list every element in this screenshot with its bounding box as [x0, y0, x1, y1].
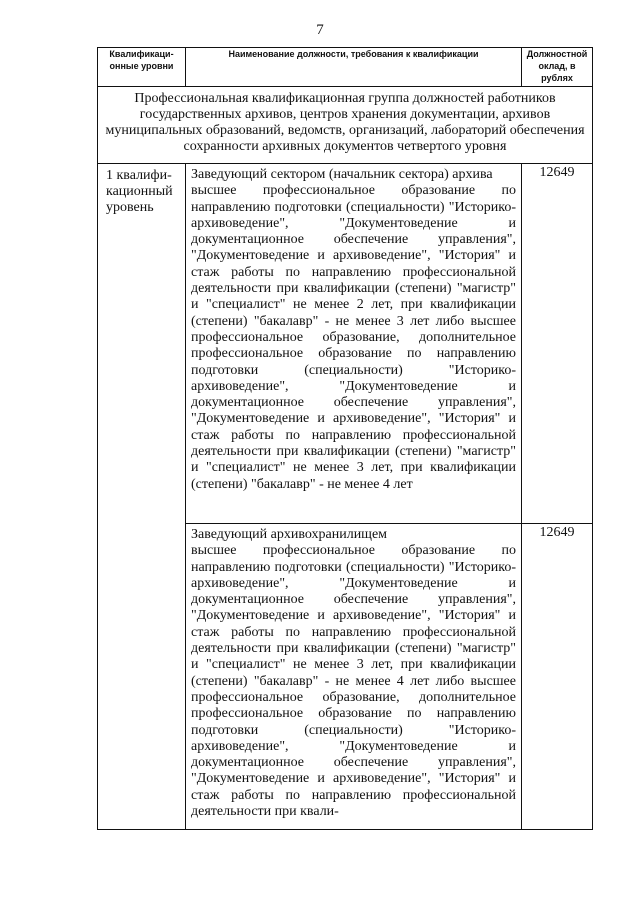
position-title: Заведующий архивохранилищем [191, 527, 388, 542]
group-title: Профессиональная квалификационная группа должностей работников государственных архивов, центров хранения документации, архивов муниципальных образований, ведомств, организаций, лабораторий обеспечения сохранности архивных документов четвертого уровня [98, 87, 593, 164]
position-cell [186, 164, 522, 524]
page-number: 7 [316, 22, 324, 38]
header-position: Наименование должности, требования к квалификации [186, 48, 522, 87]
table-row [98, 164, 593, 524]
position-title: Заведующий сектором (начальник сектора) архива [191, 167, 493, 182]
qualification-requirements: высшее профессиональное образование по направлению подготовки (специальности) "Историко-архивоведение", "Документоведение и документационное обеспечение управления", "Документоведение и архивоведение", "История" и стаж работы по направлению профессиональной деятельности при квалификации (степени) "магистр" и "специалист" не менее 2 лет, при квалификации (степени) "бакалавр" - не менее 3 лет либо высшее профессиональное образование, дополнительное профессиональное образование по направлению подготовки (специальности) "Историко-архивоведение", "Документоведение и документационное обеспечение управления", "Документоведение и архивоведение", "История" и стаж работы по направлению профессиональной деятельности при квалификации (степени) "магистр" и "специалист" не менее 3 лет, при квалификации (степени) "бакалавр" - не менее 4 лет [191, 183, 516, 492]
header-row [98, 48, 593, 87]
qualification-requirements: высшее профессиональное образование по направлению подготовки (специальности) "Историко-архивоведение", "Документоведение и документационное обеспечение управления", "Документоведение и архивоведение", "История" и стаж работы по направлению профессиональной деятельности при квалификации (степени) "магистр" и "специалист" не менее 3 лет, при квалификации (степени) "бакалавр" - не менее 4 лет либо высшее профессиональное образование, дополнительное профессиональное образование по направлению подготовки (специальности) "Историко-архивоведение", "Документоведение и документационное обеспечение управления", "Документоведение и архивоведение", "История" и стаж работы по направлению профессиональной деятельности при квали- [191, 543, 516, 820]
qualification-level: 1 квалифи-кационный уровень [98, 164, 186, 830]
salary-value: 12649 [522, 524, 593, 830]
position-cell [186, 524, 522, 830]
header-salary: Должностной оклад, в рублях [522, 48, 593, 87]
salary-value: 12649 [522, 164, 593, 524]
group-row [98, 87, 593, 164]
header-levels: Квалификаци-онные уровни [98, 48, 186, 87]
qualification-table [97, 47, 593, 830]
